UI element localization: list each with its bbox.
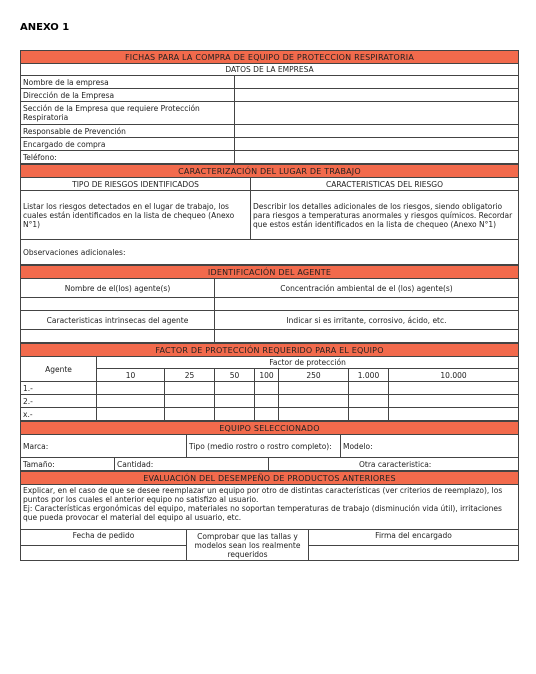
agent-characteristics-value[interactable] (21, 330, 215, 343)
factor-cell[interactable] (389, 382, 519, 395)
evaluation-heading: EVALUACIÓN DEL DESEMPEÑO DE PRODUCTOS ANTERIORES (21, 472, 519, 485)
factor-cell[interactable] (279, 408, 349, 421)
field-phone: Teléfono: (21, 151, 235, 164)
other-characteristic-field[interactable]: Otra caracteristica: (269, 458, 519, 471)
factor-10: 10 (97, 369, 165, 382)
additional-observations[interactable]: Observaciones adicionales: (21, 240, 519, 265)
field-purchase-manager: Encargado de compra (21, 138, 235, 151)
factor-cell[interactable] (349, 395, 389, 408)
brand-field[interactable]: Marca: (21, 435, 187, 458)
factor-cell[interactable] (255, 382, 279, 395)
value-purchase-manager[interactable] (235, 138, 519, 151)
annex-title: ANEXO 1 (20, 22, 70, 33)
risk-characteristics-title: CARACTERISTICAS DEL RIESGO (251, 178, 519, 191)
factor-cell[interactable] (349, 408, 389, 421)
equipment-heading: EQUIPO SELECCIONADO (21, 422, 519, 435)
factor-cell[interactable] (215, 382, 255, 395)
agent-section (20, 265, 519, 343)
signature-value[interactable] (309, 546, 519, 561)
factor-cell[interactable] (215, 395, 255, 408)
evaluation-explain: Explicar, en el caso de que se desee reemplazar un equipo por otro de distintas características (ver criterios de reemplazo), los puntos por los cuales el anterior equipo no satisfizo al usuario. (23, 486, 503, 504)
agent-irritant-label: Indicar si es irritante, corrosivo, ácido, etc. (215, 311, 519, 330)
agent-irritant-value[interactable] (215, 330, 519, 343)
factor-cell[interactable] (389, 408, 519, 421)
value-company-address[interactable] (235, 89, 519, 102)
evaluation-example: Ej: Características ergonómicas del equipo, materiales no soportan temperaturas de trabajo (disminución vida útil), irritaciones que pueda provocar el material del equipo al usuario, etc. (23, 504, 502, 522)
field-company-address: Dirección de la Empresa (21, 89, 235, 102)
agent-name-value[interactable] (21, 298, 215, 311)
factor-cell[interactable] (97, 395, 165, 408)
type-field[interactable]: Tipo (medio rostro o rostro completo): (187, 435, 341, 458)
company-heading: DATOS DE LA EMPRESA (21, 64, 519, 76)
workplace-section (20, 164, 519, 265)
factor-100: 100 (255, 369, 279, 382)
agent-concentration-value[interactable] (215, 298, 519, 311)
factor-cell[interactable] (215, 408, 255, 421)
quantity-field[interactable]: Cantidad: (115, 458, 269, 471)
agent-characteristics-label: Caracteristicas intrinsecas del agente (21, 311, 215, 330)
model-field[interactable]: Modelo: (341, 435, 519, 458)
order-date-label: Fecha de pedido (21, 530, 187, 546)
agent-column-label: Agente (21, 357, 97, 382)
agent-row-label: 2.- (21, 395, 97, 408)
signature-label: Firma del encargado (309, 530, 519, 546)
purchase-form (20, 50, 518, 561)
form-main-title: FICHAS PARA LA COMPRA DE EQUIPO DE PROTECCION RESPIRATORIA (21, 51, 519, 64)
agent-row-label: x.- (21, 408, 97, 421)
factor-cell[interactable] (389, 395, 519, 408)
value-prevention-manager[interactable] (235, 125, 519, 138)
risk-characteristics-text: Describir los detalles adicionales de los riesgos, siendo obligatorio para riesgos a temperaturas anormales y riesgos químicos. Recordar que estos están identificados en la lista de chequeo (Anexo N°1) (251, 191, 519, 240)
factor-10000: 10.000 (389, 369, 519, 382)
agent-name-label: Nombre de el(los) agente(s) (21, 279, 215, 298)
agent-concentration-label: Concentración ambiental de el (los) agente(s) (215, 279, 519, 298)
factor-cell[interactable] (165, 382, 215, 395)
risk-types-text: Listar los riesgos detectados en el lugar de trabajo, los cuales están identificados en la lista de chequeo (Anexo N°1) (21, 191, 251, 240)
size-field[interactable]: Tamaño: (21, 458, 115, 471)
factor-1000: 1.000 (349, 369, 389, 382)
workplace-heading: CARACTERIZACIÓN DEL LUGAR DE TRABAJO (21, 165, 519, 178)
factor-cell[interactable] (279, 395, 349, 408)
value-company-section[interactable] (235, 102, 519, 125)
protection-heading: FACTOR DE PROTECCIÓN REQUERIDO PARA EL EQUIPO (21, 344, 519, 357)
field-company-name: Nombre de la empresa (21, 76, 235, 89)
factor-250: 250 (279, 369, 349, 382)
equipment-section (20, 421, 519, 471)
value-phone[interactable] (235, 151, 519, 164)
company-section (20, 50, 519, 164)
factor-cell[interactable] (165, 408, 215, 421)
protection-factor-section (20, 343, 519, 421)
field-prevention-manager: Responsable de Prevención (21, 125, 235, 138)
factor-cell[interactable] (279, 382, 349, 395)
field-company-section: Sección de la Empresa que requiere Protección Respiratoria (21, 102, 235, 125)
factor-cell[interactable] (255, 408, 279, 421)
factor-cell[interactable] (97, 408, 165, 421)
agent-row-label: 1.- (21, 382, 97, 395)
order-date-value[interactable] (21, 546, 187, 561)
agent-heading: IDENTIFICACIÓN DEL AGENTE (21, 266, 519, 279)
evaluation-section (20, 471, 519, 561)
check-sizes-label: Comprobar que las tallas y modelos sean los realmente requeridos (187, 530, 309, 561)
factor-cell[interactable] (165, 395, 215, 408)
factor-cell[interactable] (255, 395, 279, 408)
factor-cell[interactable] (97, 382, 165, 395)
evaluation-text[interactable] (21, 485, 519, 530)
value-company-name[interactable] (235, 76, 519, 89)
factor-cell[interactable] (349, 382, 389, 395)
risk-types-title: TIPO DE RIESGOS IDENTIFICADOS (21, 178, 251, 191)
factor-50: 50 (215, 369, 255, 382)
protection-factor-label: Factor de protección (97, 357, 519, 369)
factor-25: 25 (165, 369, 215, 382)
